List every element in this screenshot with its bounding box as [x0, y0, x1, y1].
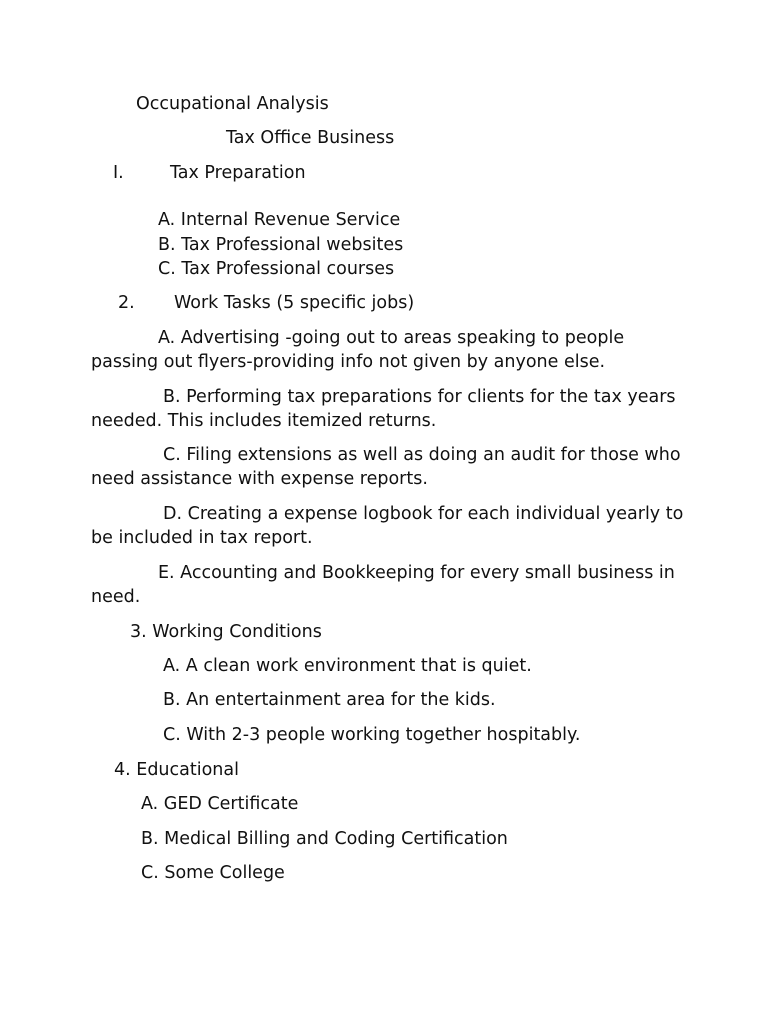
- section-1-item-b: B. Tax Professional websites: [158, 235, 404, 255]
- section-4-item-a: A. GED Certificate: [141, 794, 299, 814]
- document-subtitle: Tax Office Business: [226, 128, 395, 148]
- section-3-item-b: B. An entertainment area for the kids.: [163, 690, 496, 710]
- document-title: Occupational Analysis: [136, 94, 329, 114]
- section-3-heading: 3. Working Conditions: [130, 622, 322, 642]
- section-1-number: I.: [113, 163, 124, 183]
- section-3-item-a: A. A clean work environment that is quiet.: [163, 656, 532, 676]
- section-4-heading: 4. Educational: [114, 760, 239, 780]
- section-4-item-b: B. Medical Billing and Coding Certification: [141, 829, 508, 849]
- section-2-number: 2.: [118, 293, 135, 313]
- section-2-item-c: C. Filing extensions as well as doing an audit for those who need assistance with expense reports.: [91, 445, 681, 489]
- section-2-item-a: A. Advertising -going out to areas speaking to people passing out flyers-providing info not given by anyone else.: [91, 328, 625, 372]
- section-3-item-c: C. With 2-3 people working together hospitably.: [163, 725, 581, 745]
- section-1-item-c: C. Tax Professional courses: [158, 259, 395, 279]
- section-2-item-e: E. Accounting and Bookkeeping for every small business in need.: [91, 563, 675, 607]
- section-2-item-d: D. Creating a expense logbook for each individual yearly to be included in tax report.: [91, 504, 684, 548]
- section-4-item-c: C. Some College: [141, 863, 285, 883]
- section-1-heading: Tax Preparation: [170, 163, 306, 183]
- section-2-heading: Work Tasks (5 specific jobs): [174, 293, 415, 313]
- section-1-item-a: A. Internal Revenue Service: [158, 210, 401, 230]
- section-2-item-b: B. Performing tax preparations for clients for the tax years needed. This includes itemized returns.: [91, 387, 676, 431]
